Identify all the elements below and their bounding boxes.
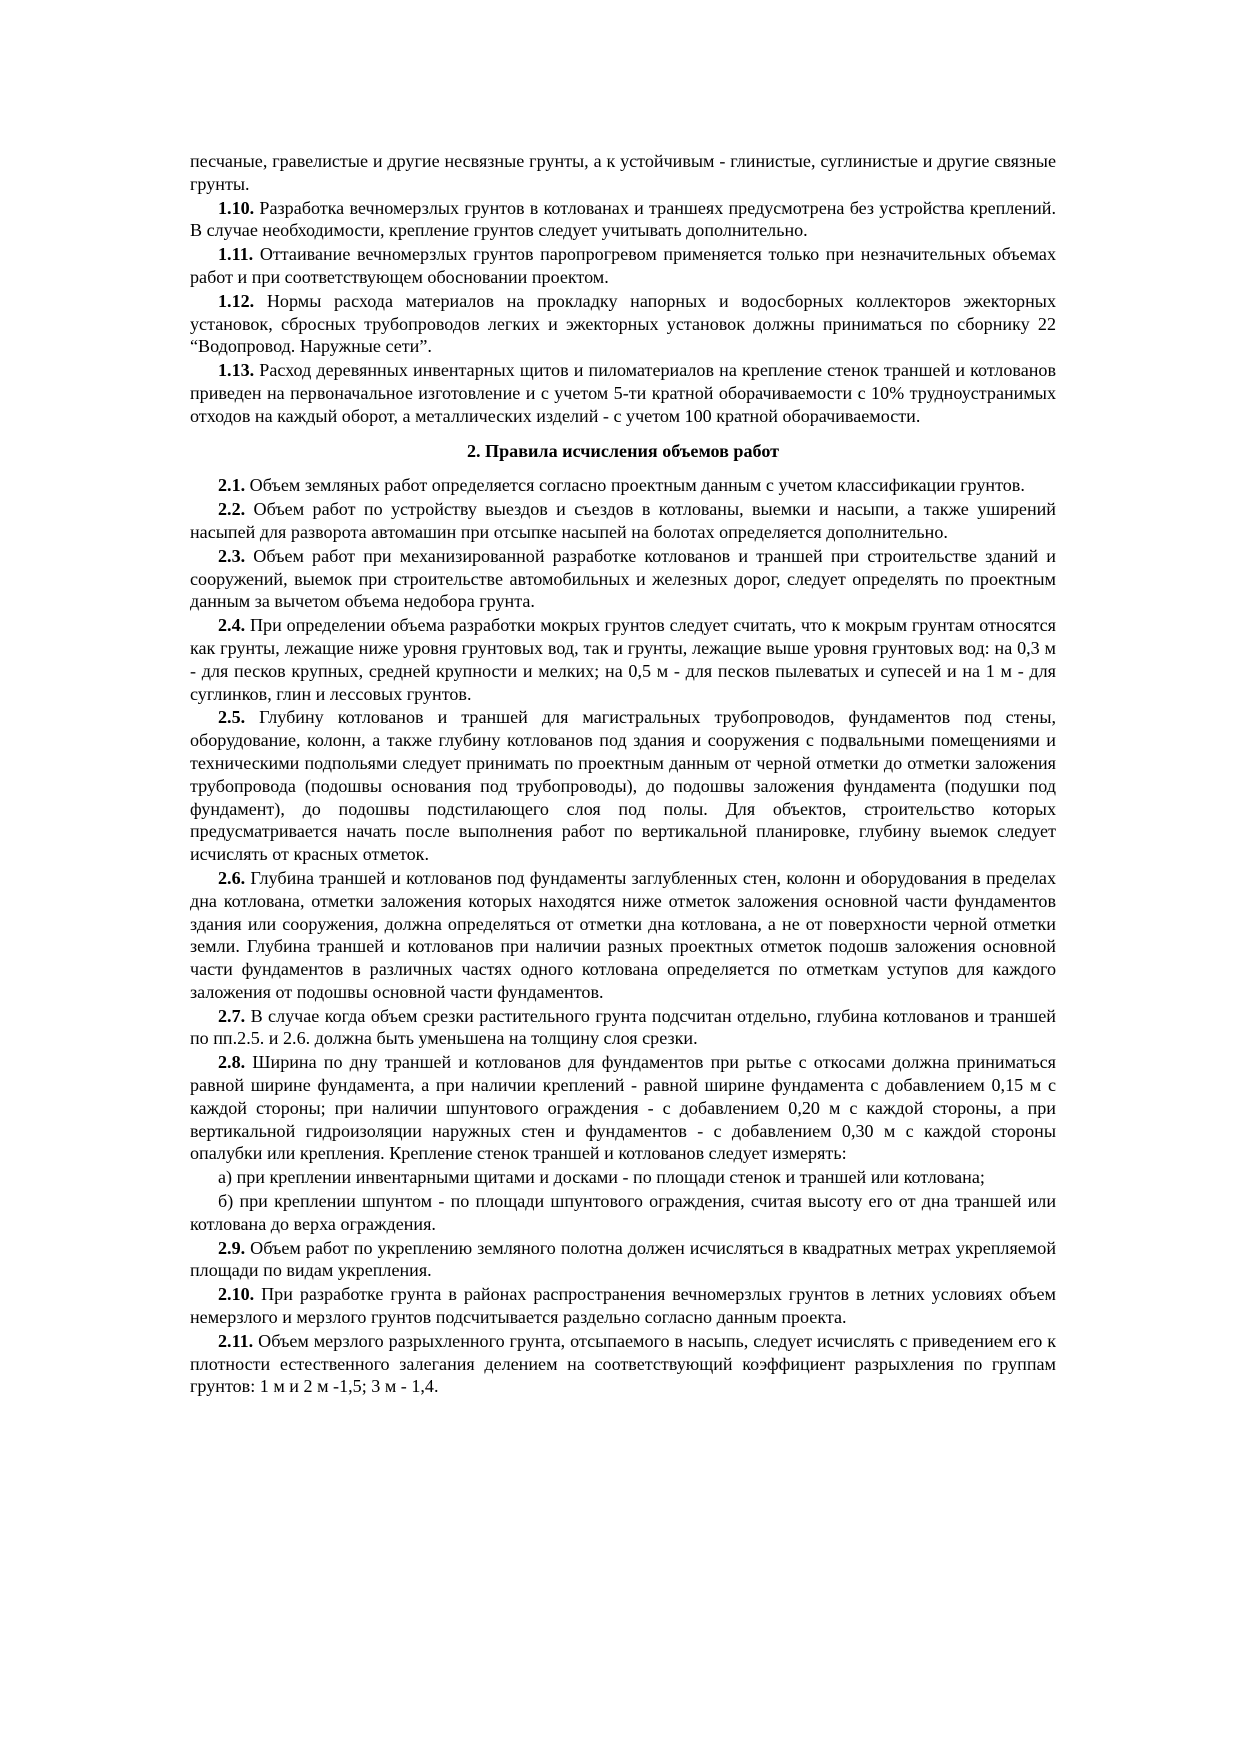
clause-number: 2.10. — [218, 1284, 255, 1305]
clause-1-12 — [190, 290, 1056, 358]
clause-text: Глубину котлованов и траншей для магистральных трубопроводов, фундаментов под стены, оборудование, колонн, а также глубину котлованов под здания и сооружения с подвальными помещениями и техническими подпольями следует принимать по проектным данным от черной отметки до отметки заложения трубопровода (подошвы основания под трубопроводы), до подошвы заложения фундамента (подушки под фундамент), до подошвы подстилающего слоя под полы. Для объектов, строительство которых предусматривается начать после выполнения работ по вертикальной планировке, глубину выемок следует исчислять от красных отметок. — [190, 707, 1056, 865]
clause-2-10 — [190, 1283, 1056, 1329]
clause-text: Оттаивание вечномерзлых грунтов паропрогревом применяется только при незначительных объемах работ и при соответствующем обосновании проектом. — [190, 244, 1056, 287]
clause-number: 2.5. — [218, 707, 246, 728]
clause-text: В случае когда объем срезки растительного грунта подсчитан отдельно, глубина котлованов и траншей по пп.2.5. и 2.6. должна быть уменьшена на толщину слоя срезки. — [190, 1005, 1056, 1049]
clause-text: Объем работ по устройству выездов и съездов в котлованы, выемки и насыпи, а также уширений насыпей для разворота автомашин при отсыпке насыпей на болотах определяется дополнительно. — [190, 499, 1056, 542]
clause-2-6 — [190, 867, 1056, 1004]
clause-number: 2.2. — [218, 499, 246, 520]
section-2-heading: 2. Правила исчисления объемов работ — [466, 440, 780, 461]
clause-number: 2.4. — [218, 615, 246, 636]
clause-text: Объем работ при механизированной разработке котлованов и траншей при строительстве зданий и сооружений, выемок при строительстве автомобильных и железных дорог, следует определять по проектным данным за вычетом объема недобора грунта. — [190, 545, 1056, 612]
clause-number: 2.3. — [218, 545, 246, 566]
clause-2-3 — [190, 545, 1056, 613]
section-2-list — [190, 474, 1056, 1398]
clause-number: 2.11. — [218, 1330, 254, 1351]
clause-number: 2.8. — [218, 1052, 246, 1073]
clause-2-8 — [190, 1051, 1056, 1165]
clause-text: Разработка вечномерзлых грунтов в котлованах и траншеях предусмотрена без устройства креплений. В случае необходимости, крепление грунтов следует учитывать дополнительно. — [190, 197, 1056, 241]
clause-1-13 — [190, 359, 1056, 427]
clause-1-10 — [190, 197, 1056, 243]
document-page — [190, 150, 1056, 1399]
clause-2-8-a — [190, 1166, 1056, 1189]
clause-number: 1.10. — [218, 197, 255, 218]
clause-2-2 — [190, 498, 1056, 544]
clause-number: 2.6. — [218, 867, 246, 888]
clause-text: Нормы расхода материалов на прокладку напорных и водосборных коллекторов эжекторных установок, сбросных трубопроводов легких и эжекторных установок должны приниматься по сборнику 22 “Водопровод. Наружные сети”. — [190, 290, 1056, 357]
clause-text: б) при креплении шпунтом - по площади шпунтового ограждения, считая высоту его от дна траншей или котлована до верха ограждения. — [190, 1191, 1056, 1234]
clause-2-4 — [190, 614, 1056, 705]
clause-number: 1.11. — [218, 244, 254, 265]
clause-text: Глубина траншей и котлованов под фундаменты заглубленных стен, колонн и оборудования в пределах дна котлована, отметки заложения которых находятся ниже отметок заложения основной части фундаментов здания или сооружения, должна определяться от отметки дна котлована, а не от поверхности черной отметки земли. Глубина траншей и котлованов при наличии разных проектных отметок подошв заложения основной части фундаментов в различных частях одного котлована определяется по отметкам уступов для каждого заложения от подошвы основной части фундаментов. — [190, 867, 1056, 1002]
clause-text: Ширина по дну траншей и котлованов для фундаментов при рытье с откосами должна приниматься равной ширине фундамента, а при наличии креплений - равной ширине фундамента с добавлением 0,15 м с каждой стороны; при наличии шпунтового ограждения - с добавлением 0,20 м с каждой стороны, а при вертикальной гидроизоляции наружных стен и фундаментов - с добавлением 0,30 м с каждой стороны опалубки или крепления. Крепление стенок траншей и котлованов следует измерять: — [190, 1052, 1056, 1164]
clause-2-5 — [190, 706, 1056, 866]
clause-number: 2.9. — [218, 1237, 246, 1258]
clause-text: Расход деревянных инвентарных щитов и пиломатериалов на крепление стенок траншей и котлованов приведен на первоначальное изготовление и с учетом 5-ти кратной оборачиваемости с 10% трудноустранимых отходов на каждый оборот, а металлических изделий - с учетом 100 кратной оборачиваемости. — [190, 360, 1056, 426]
clause-2-1 — [190, 474, 1056, 497]
clause-text: Объем работ по укреплению земляного полотна должен исчисляться в квадратных метрах укрепляемой площади по видам укрепления. — [190, 1237, 1056, 1281]
clause-2-7 — [190, 1005, 1056, 1051]
clause-2-8-b — [190, 1190, 1056, 1236]
clause-number: 2.7. — [218, 1005, 246, 1026]
clause-number: 1.12. — [218, 290, 255, 311]
section-1-list — [190, 197, 1056, 428]
clause-2-9 — [190, 1237, 1056, 1283]
clause-text: а) при креплении инвентарными щитами и досками - по площади стенок и траншей или котлована; — [218, 1167, 985, 1188]
clause-1-11 — [190, 243, 1056, 289]
clause-text: При определении объема разработки мокрых грунтов следует считать, что к мокрым грунтам относятся как грунты, лежащие ниже уровня грунтовых вод, так и грунты, лежащие выше уровня грунтовых вод: на 0,3 м - для песков крупных, средней крупности и мелких; на 0,5 м - для песков пылеватых и супесей и на 1 м - для суглинков, глин и лессовых грунтов. — [190, 615, 1056, 704]
clause-number: 1.13. — [218, 360, 255, 381]
clause-2-11 — [190, 1330, 1056, 1398]
clause-text: При разработке грунта в районах распространения вечномерзлых грунтов в летних условиях объем немерзлого и мерзлого грунтов подсчитывается раздельно согласно данным проекта. — [190, 1284, 1056, 1328]
clause-text: Объем земляных работ определяется согласно проектным данным с учетом классификации грунтов. — [245, 475, 1025, 496]
clause-number: 2.1. — [218, 475, 246, 496]
clause-text: Объем мерзлого разрыхленного грунта, отсыпаемого в насыпь, следует исчислять с приведением его к плотности естественного залегания делением на соответствующий коэффициент разрыхления по группам грунтов: 1 м и 2 м -1,5; 3 м - 1,4. — [190, 1330, 1056, 1397]
intro-paragraph: песчаные, гравелистые и другие несвязные грунты, а к устойчивым - глинистые, суглинистые и другие связные грунты. — [190, 151, 1056, 194]
